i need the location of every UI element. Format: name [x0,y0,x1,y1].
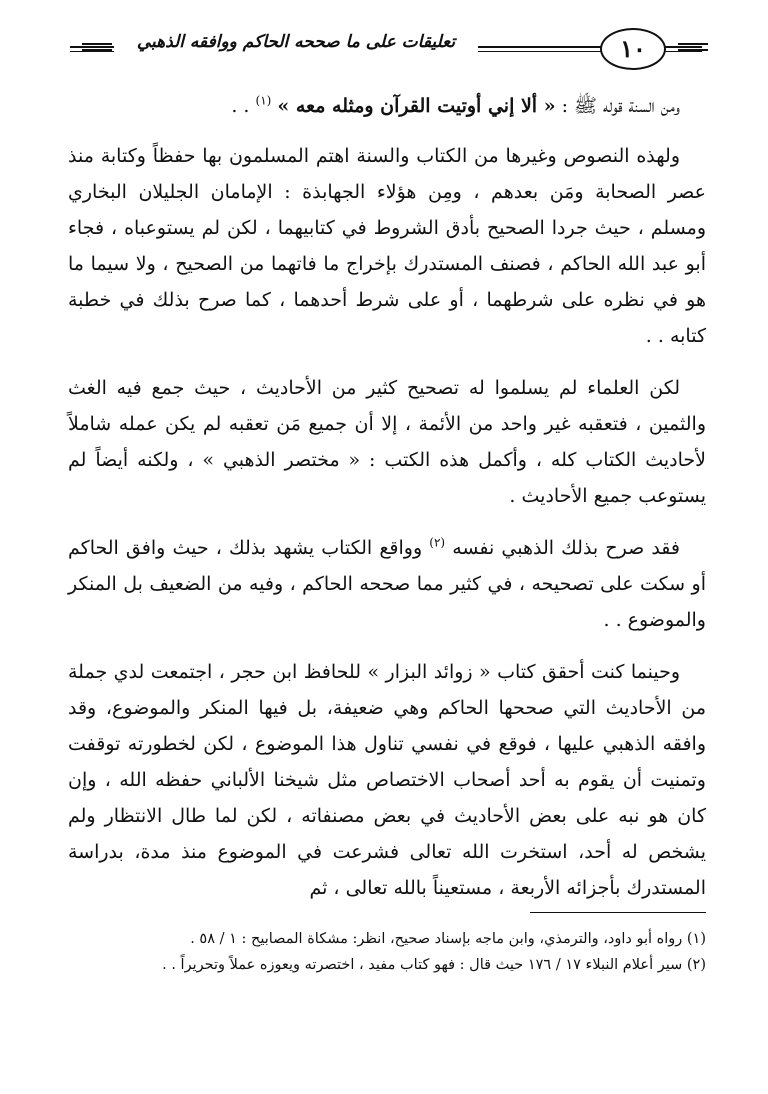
paragraph-4-rest: وواقع الكتاب يشهد بذلك ، حيث وافق الحاكم أو سكت على تصحيحه ، في كثير مما صححه الحاكم ، وفيه من الضعيف بل المنكر والموضوع . . [68,537,706,631]
paragraph-1-end: . . [231,95,256,117]
paragraph-4-lead: فقد صرح بذلك الذهبي نفسه [445,537,680,559]
header-end-rule [82,49,112,51]
paragraph-2: ولهذه النصوص وغيرها من الكتاب والسنة اهتم المسلمون بها حفظاً وكتابة منذ عصر الصحابة ومَن بعدهم ، ومِن هؤلاء الجهابذة : الإمامان الجليلان البخاري ومسلم ، حيث جردا الصحيح بأدق الشروط في كتابيهما ، لكن لم يستوعباه ، فجاء أبو عبد الله الحاكم ، فصنف المستدرك بإخراج ما فاتهما من الصحيح ، ولا سيما ما هو في نظره على شرطهما ، أو على شرط أحدهما ، كما صرح بذلك في خطبة كتابه . . [68,145,706,347]
paragraph-3: لكن العلماء لم يسلموا له تصحيح كثير من الأحاديث ، حيث جمع فيه الغث والثمين ، فتعقبه غير واحد من الأئمة ، إلا أن جميع مَن تعقبه لم يكن عمله شاملاً لأحاديث الكتاب كله ، وأكمل هذه الكتب : « مختصر الذهبي » ، ولكنه أيضاً لم يستوعب جميع الأحاديث . [68,377,706,507]
page-number: ١٠ [600,28,666,70]
header-end-rule [82,43,112,45]
header-end-rule [678,43,708,45]
footnote-separator [530,912,706,913]
footnotes [68,926,706,978]
paragraph-5: وحينما كنت أحقق كتاب « زوائد البزار » للحافظ ابن حجر ، اجتمعت لدي جملة من الأحاديث التي صححها الحاكم وهي ضعيفة، بل فيها المنكر والموضوع، وقد وافقه الذهبي عليها ، فوقع في نفسي تناول هذا الموضوع ، لكن لخطورته توقفت وتمنيت أن يقوم به أحد أصحاب الاختصاص مثل شيخنا الألباني حفظه الله ، وإن كان هو نبه على بعض الأحاديث في بعض مصنفاته ، لكن لما طال الانتظار ولم يشخص له أحد، استخرت الله تعالى فشرعت في الموضوع منذ مدة، بدراسة المستدرك بأجزائه الأربعة ، مستعيناً بالله تعالى ، ثم [68,661,706,899]
main-text [68,88,706,922]
hadith-quote: « ألا إني أوتيت القرآن ومثله معه » [277,95,556,117]
running-title: تعليقات على ما صححه الحاكم ووافقه الذهبي [136,32,456,52]
header-end-rule [678,49,708,51]
footnote-2: (٢) سير أعلام النبلاء ١٧ / ١٧٦ حيث قال : فهو كتاب مفيد ، اختصرته ويعوزه عملاً وتحريراً . . [162,957,706,973]
paragraph-1 [68,88,706,124]
paragraph-4 [68,530,706,638]
footnote-1: (١) رواه أبو داود، والترمذي، وابن ماجه بإسناد صحيح، انظر: مشكاة المصابيح : ١ / ٥٨ . [190,931,706,947]
paragraph-1-lead: ومن السنة قوله ﷺ : [555,95,680,117]
running-header [70,26,702,70]
footnote-ref-2: (٢) [429,535,446,550]
footnote-ref-1: (١) [255,93,272,108]
